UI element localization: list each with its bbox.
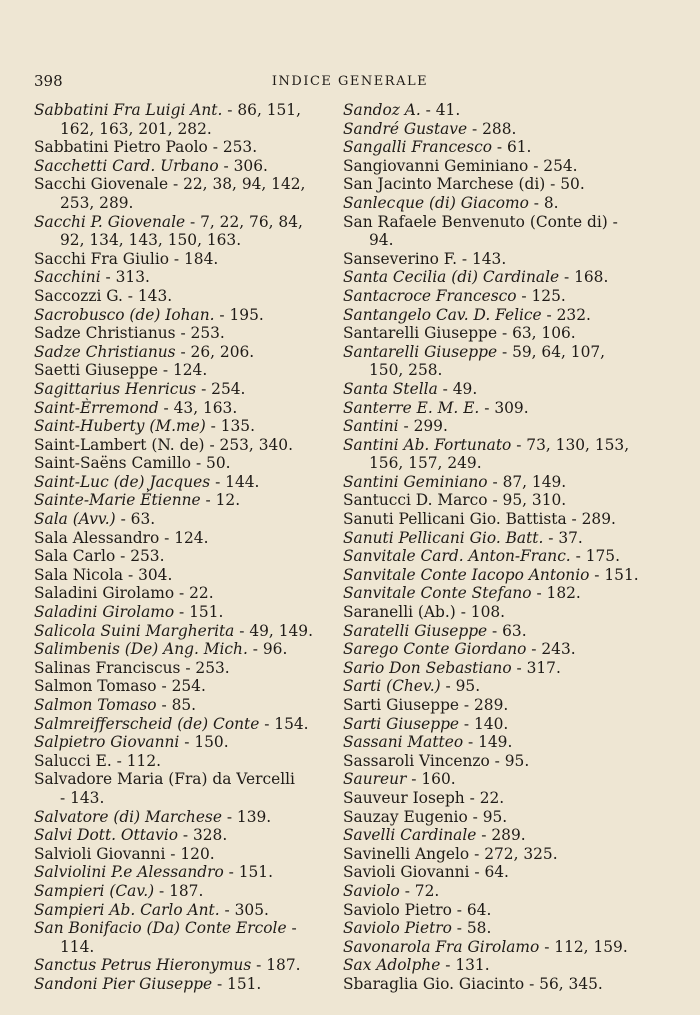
index-column-right [343,101,679,994]
page-title: INDICE GENERALE [271,74,429,89]
index-entry [343,324,679,343]
entry-name: Salvi Dott. Ottavio [34,826,178,845]
entry-page-refs: - 305. [219,900,269,919]
entry-page-refs: - 95. [489,751,530,770]
entry-page-refs: - 154. [259,714,309,733]
entry-name: Santa Stella [343,379,438,398]
index-entry [34,287,360,306]
index-entry [34,659,360,678]
entry-page-refs: - 288. [467,119,517,138]
entry-name: Sacrobusco (de) Iohan. [34,305,215,324]
index-entry [343,491,679,510]
entry-page-refs: - 108. [455,603,506,622]
index-entry [343,287,679,306]
index-entry [34,473,360,492]
entry-page-refs: - 254. [196,379,246,398]
entry-name: Saladini Girolamo [34,603,175,622]
entry-page-refs: - 63. [487,621,527,640]
index-entry [343,268,679,287]
index-entry [343,882,679,901]
entry-page-refs: - 254. [156,677,206,696]
entry-name: San Jacinto Marchese (di) [343,175,546,194]
entry-page-refs: - 184. [169,249,219,268]
entry-name: Savelli Cardinale [343,826,477,845]
entry-name: Sarti (Chev.) [343,677,441,696]
entry-page-refs: - 63, 106. [497,324,576,343]
entry-name: Sandoz A. [343,101,421,119]
index-entry [343,436,679,473]
entry-name: Savinelli Angelo [343,844,470,863]
entry-name: Santangelo Cav. D. Felice [343,305,542,324]
entry-page-refs: - 85. [156,696,197,714]
index-entry [343,194,679,213]
entry-name: Sangiovanni Geminiano [343,156,529,175]
entry-name: Saint-Lambert (N. de) [34,435,205,454]
index-entry [343,975,679,994]
entry-name: Sanseverino F. [343,249,457,268]
index-entry [343,343,679,380]
entry-page-refs: - 253, 340. [204,435,293,454]
entry-name: Saetti Giuseppe [34,361,158,380]
entry-name: Saint-Saëns Camillo [34,454,192,473]
entry-name: Salviolini P.e Alessandro [34,863,224,882]
entry-page-refs: - 63. [115,510,156,529]
entry-name: Sarego Conte Giordano [343,640,527,659]
entry-page-refs: - 139. [221,807,272,826]
index-entry [343,213,679,250]
entry-page-refs: - 49. [437,379,478,398]
index-entry [34,343,360,362]
entry-name: Santini Ab. Fortunato [343,435,512,454]
entry-name: Salicola Suini Margherita [34,621,235,640]
index-entry [343,677,679,696]
entry-page-refs: - 151. [212,974,262,993]
page-number: 398 [34,72,63,90]
entry-page-refs: - 149. [463,733,513,752]
entry-name: Sanuti Pellicani Gio. Battista [343,510,567,529]
index-entry [34,956,360,975]
entry-name: Saranelli (Ab.) [343,603,456,622]
index-entry [343,863,679,882]
index-entry [34,399,360,418]
index-entry [34,491,360,510]
entry-page-refs-continued: 92, 134, 143, 150, 163. [60,231,242,250]
index-entry [343,919,679,938]
entry-name: Saratelli Giuseppe [343,621,488,640]
index-entry [34,157,360,176]
entry-name: Sacchi Giovenale [34,175,169,194]
entry-page-refs: - 56, 345. [524,974,603,993]
entry-page-refs: - 168. [559,268,609,287]
entry-name: Santucci D. Marco [343,491,488,510]
entry-name: Salvatore (di) Marchese [34,807,222,826]
entry-page-refs: - 143. [456,249,507,268]
index-entry [34,882,360,901]
entry-page-refs: - 150. [179,733,229,752]
index-entry [34,603,360,622]
entry-page-refs: - 272, 325. [469,844,558,863]
entry-name: Sanvitale Card. Anton-Franc. [343,547,571,566]
index-entry [34,863,360,882]
entry-name: Salmon Tomaso [34,677,157,696]
entry-page-refs: - 59, 64, 107, [497,342,606,361]
entry-name: Sax Adolphe [343,956,441,975]
entry-name: Sauveur Ioseph [343,788,465,807]
entry-name: Sala Nicola [34,565,124,584]
index-entry [343,733,679,752]
entry-name: Salinas Franciscus [34,658,181,677]
entry-name: Santacroce Francesco [343,286,517,305]
entry-page-refs: - 95. [467,807,508,826]
entry-name: Sala Alessandro [34,528,160,547]
index-entry [343,417,679,436]
entry-page-refs: - 95. [440,677,481,696]
entry-page-refs-continued: 253, 289. [60,193,134,212]
entry-page-refs: - 8. [528,193,559,212]
entry-page-refs: - 140. [459,714,509,733]
index-entry [34,826,360,845]
index-entry [343,584,679,603]
index-entry [343,752,679,771]
entry-page-refs: - 73, 130, 153, [511,435,630,454]
entry-page-refs: - 299. [398,417,448,436]
entry-name: Sarti Giuseppe [343,696,460,714]
entry-page-refs: - 289. [566,510,616,529]
entry-name: San Rafaele Benvenuto (Conte di) [343,212,608,231]
entry-page-refs: - [607,212,618,231]
entry-name: Sacchetti Card. Urbano [34,156,219,175]
entry-name: Sassani Matteo [343,733,464,752]
index-entry [34,677,360,696]
index-entry [34,770,360,807]
entry-page-refs: - 22, 38, 94, 142, [168,175,306,194]
index-entry [34,901,360,920]
entry-name: Sanvitale Conte Stefano [343,584,532,603]
entry-page-refs: - 87, 149. [487,472,567,491]
entry-page-refs: - 289. [476,826,526,845]
index-entry [343,306,679,325]
index-entry [343,603,679,622]
index-column-left [34,101,360,994]
entry-name: Sala Carlo [34,547,116,566]
entry-name: Saint-Luc (de) Jacques [34,472,211,491]
index-entry [343,120,679,139]
index-entry [34,213,360,250]
entry-name: Sacchini [34,268,101,287]
index-entry [343,547,679,566]
entry-page-refs: - 37. [543,528,583,547]
entry-page-refs: - 232. [541,305,591,324]
entry-name: Sampieri (Cav.) [34,881,155,900]
index-entry [343,845,679,864]
entry-page-refs: - 187. [251,956,301,975]
entry-page-refs: - 64. [451,900,492,919]
index-entry [343,510,679,529]
entry-page-refs-continued: 150, 258. [369,361,443,380]
entry-page-refs: - 151. [223,863,273,882]
index-entry [34,696,360,715]
index-entry [34,584,360,603]
entry-name: Saviolo Pietro [343,900,452,919]
entry-page-refs: - 313. [100,268,150,287]
index-entry [343,157,679,176]
entry-name: Savonarola Fra Girolamo [343,937,540,956]
entry-page-refs: - 289. [459,696,509,714]
entry-name: San Bonifacio (Da) Conte Ercole [34,919,287,938]
entry-page-refs: - 253. [207,138,258,157]
entry-name: Salvadore Maria (Fra) da Vercelli [34,770,295,789]
entry-page-refs: - 160. [406,770,456,789]
entry-name: Saint-Èrremond [34,398,159,417]
entry-name: Saladini Girolamo [34,584,175,603]
index-entry [343,808,679,827]
index-entry [34,845,360,864]
entry-name: Santarelli Giuseppe [343,324,498,343]
index-entry [34,436,360,455]
entry-name: Sadze Christianus [34,342,176,361]
entry-page-refs: - 195. [214,305,264,324]
entry-page-refs: - 253. [180,658,230,677]
index-entry [343,826,679,845]
entry-page-refs: - 120. [165,844,215,863]
index-entry [34,752,360,771]
entry-name: Sabbatini Pietro Paolo [34,138,208,157]
entry-page-refs: - 243. [526,640,576,659]
index-entry [343,250,679,269]
index-entry [343,101,679,120]
entry-page-refs-continued: 156, 157, 249. [369,454,482,473]
index-entry [34,715,360,734]
index-entry [34,101,360,138]
entry-page-refs: - 61. [491,138,532,157]
index-entry [343,622,679,641]
entry-name: Sabbatini Fra Luigi Ant. [34,101,223,119]
entry-name: Santerre E. M. E. [343,398,480,417]
entry-name: Santini [343,417,399,436]
index-entry [343,770,679,789]
index-entry [34,361,360,380]
index-entry [34,454,360,473]
entry-page-refs-continued: 94. [369,231,394,250]
entry-name: Saviolo Pietro [343,919,452,938]
entry-name: Saureur [343,770,407,789]
entry-name: Sacchi Fra Giulio [34,249,170,268]
entry-name: Sandré Gustave [343,119,468,138]
index-entry [34,622,360,641]
entry-name: Salpietro Giovanni [34,733,180,752]
entry-name: Sangalli Francesco [343,138,492,157]
entry-page-refs: - 96. [247,640,288,659]
entry-page-refs: - 253. [115,547,165,566]
entry-page-refs: - 254. [528,156,578,175]
entry-page-refs: - 58. [451,919,492,938]
entry-name: Sacchi P. Giovenale [34,212,186,231]
entry-name: Sanlecque (di) Giacomo [343,193,529,212]
entry-page-refs: - 151. [174,603,224,622]
entry-page-refs: - 151. [589,565,639,584]
entry-name: Saviolo [343,881,400,900]
entry-name: Salimbenis (De) Ang. Mich. [34,640,248,659]
index-entry [343,901,679,920]
entry-name: Savioli Giovanni [343,863,470,882]
entry-page-refs: - 72. [399,881,440,900]
entry-page-refs: - 187. [154,881,204,900]
entry-name: Sauzay Eugenio [343,807,468,826]
entry-name: Salmon Tomaso [34,696,157,714]
entry-name: Saccozzi G. [34,286,123,305]
index-entry [343,566,679,585]
entry-page-refs: - 135. [205,417,255,436]
index-entry [343,659,679,678]
index-entry [343,640,679,659]
entry-name: Santa Cecilia (di) Cardinale [343,268,560,287]
entry-page-refs: - 112, 159. [539,937,628,956]
entry-page-refs: - 304. [123,565,173,584]
entry-name: Sadze Christianus [34,324,176,343]
entry-page-refs: - 317. [511,658,561,677]
index-entry [343,380,679,399]
index-entry [343,529,679,548]
entry-page-refs: - 124. [157,361,208,380]
entry-page-refs: - 253. [175,324,225,343]
entry-page-refs: - 64. [469,863,509,882]
entry-name: Sanuti Pellicani Gio. Batt. [343,528,544,547]
index-entry [34,175,360,212]
entry-name: Sagittarius Henricus [34,379,197,398]
entry-page-refs-continued: 114. [60,937,95,956]
entry-name: Sampieri Ab. Carlo Ant. [34,900,220,919]
entry-page-refs: - 182. [531,584,581,603]
index-entry [343,715,679,734]
index-entry [343,956,679,975]
entry-name: Sainte-Marie Étienne [34,491,201,510]
entry-page-refs: - 12. [200,491,241,510]
index-entry [343,473,679,492]
index-entry [343,789,679,808]
entry-name: Sario Don Sebastiano [343,658,512,677]
entry-name: Salucci E. [34,751,112,770]
index-entry [34,547,360,566]
index-entry [343,938,679,957]
index-entry [343,399,679,418]
entry-page-refs: - 86, 151, [222,101,301,119]
entry-page-refs: - 49, 149. [234,621,313,640]
entry-page-refs: - 22. [174,584,214,603]
entry-page-refs: - 50. [191,454,231,473]
page-header [30,72,670,94]
entry-name: Salmreifferscheid (de) Conte [34,714,260,733]
entry-page-refs: - 309. [479,398,529,417]
index-entry [34,733,360,752]
entry-name: Sbaraglia Gio. Giacinto [343,974,525,993]
index-entry [34,380,360,399]
entry-page-refs-continued: 162, 163, 201, 282. [60,119,212,138]
entry-page-refs: - 131. [440,956,490,975]
entry-name: Santarelli Giuseppe [343,342,498,361]
entry-page-refs: - 41. [420,101,461,119]
index-entry [34,138,360,157]
entry-name: Sala (Avv.) [34,510,116,529]
entry-page-refs: - 50. [545,175,585,194]
entry-page-refs: - 22. [464,788,505,807]
index-entry [343,138,679,157]
index-entry [34,268,360,287]
index-entry [34,919,360,956]
index-entry [34,640,360,659]
entry-page-refs: - [286,919,297,938]
index-entry [343,175,679,194]
index-entry [34,510,360,529]
entry-name: Sassaroli Vincenzo [343,751,490,770]
entry-name: Sandoni Pier Giuseppe [34,974,213,993]
entry-page-refs: - 112. [111,751,162,770]
index-entry [34,306,360,325]
entry-page-refs: - 143. [122,286,173,305]
entry-page-refs: - 124. [159,528,209,547]
entry-name: Sanctus Petrus Hieronymus [34,956,252,975]
index-entry [343,696,679,715]
index-entry [34,529,360,548]
entry-name: Sanvitale Conte Iacopo Antonio [343,565,590,584]
index-entry [34,417,360,436]
index-entry [34,808,360,827]
entry-page-refs: - 328. [177,826,228,845]
entry-name: Salvioli Giovanni [34,844,166,863]
entry-name: Saint-Huberty (M.me) [34,417,206,436]
index-entry [34,250,360,269]
entry-page-refs: - 306. [218,156,268,175]
entry-page-refs: - 125. [516,286,566,305]
entry-page-refs: - 95, 310. [487,491,567,510]
entry-page-refs: - 26, 206. [175,342,255,361]
entry-page-refs: - 144. [210,472,260,491]
entry-name: Sarti Giuseppe [343,714,460,733]
entry-page-refs: - 7, 22, 76, 84, [185,212,303,231]
index-entry [34,324,360,343]
index-entry [34,975,360,994]
entry-page-refs: - 43, 163. [158,398,238,417]
index-entry [34,566,360,585]
entry-name: Santini Geminiano [343,472,488,491]
entry-page-refs-continued: - 143. [60,788,105,807]
entry-page-refs: - 175. [570,547,620,566]
